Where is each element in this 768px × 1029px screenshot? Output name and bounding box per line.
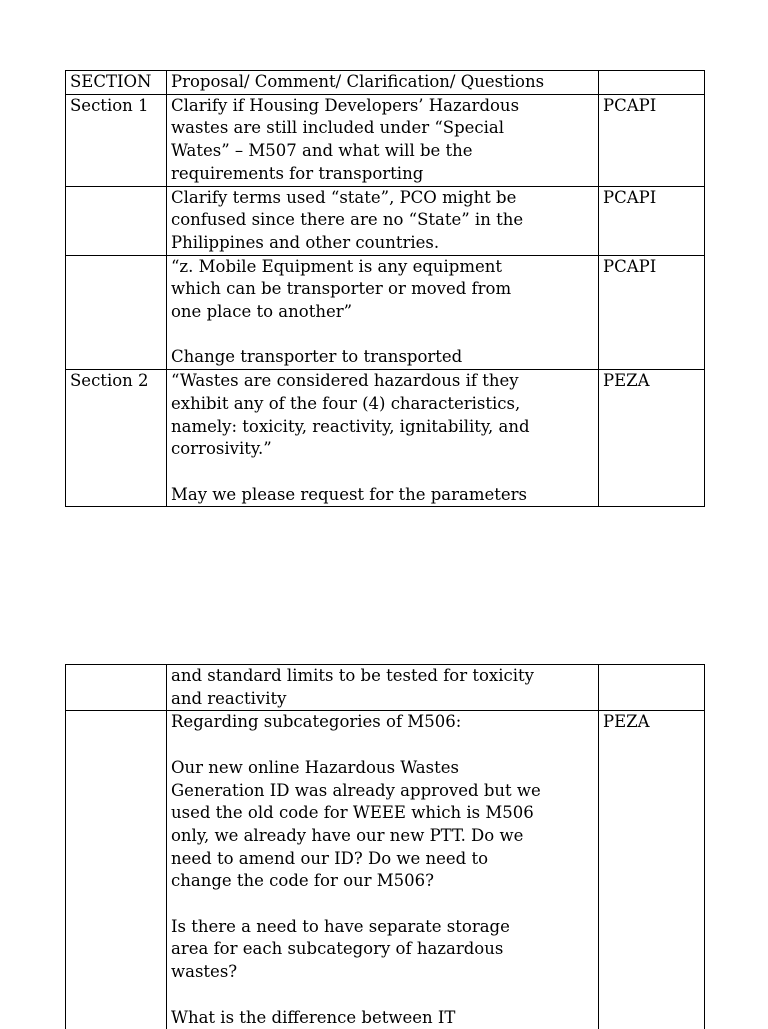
blank-line [171, 324, 598, 347]
section-cell [66, 255, 167, 370]
comment-line: namely: toxicity, reactivity, ignitability, and [171, 416, 598, 439]
comment-line: exhibit any of the four (4) characteristics, [171, 393, 598, 416]
section-cell [66, 711, 167, 1029]
blank-line [171, 984, 598, 1007]
source-cell: PCAPI [599, 255, 705, 370]
blank-line [171, 734, 598, 757]
comment-line: What is the difference between IT [171, 1007, 598, 1029]
table-row [66, 370, 705, 507]
comment-line: change the code for our M506? [171, 870, 598, 893]
comment-cell [167, 186, 599, 255]
source-cell: PEZA [599, 370, 705, 507]
comment-line: which can be transporter or moved from [171, 278, 598, 301]
comment-cell [167, 255, 599, 370]
table-row [66, 94, 705, 186]
comment-line: one place to another” [171, 301, 598, 324]
comment-line: confused since there are no “State” in the [171, 209, 598, 232]
comment-line: Regarding subcategories of M506: [171, 711, 598, 734]
blank-line [171, 893, 598, 916]
section-cell [66, 186, 167, 255]
table-row [66, 186, 705, 255]
table-row [66, 711, 705, 1029]
comment-line: wastes are still included under “Special [171, 117, 598, 140]
comment-line: area for each subcategory of hazardous [171, 938, 598, 961]
comment-line: “Wastes are considered hazardous if they [171, 370, 598, 393]
comment-line: only, we already have our new PTT. Do we [171, 825, 598, 848]
header-section: SECTION [66, 71, 167, 95]
comment-line: corrosivity.” [171, 438, 598, 461]
comment-line: used the old code for WEEE which is M506 [171, 802, 598, 825]
comment-cell [167, 711, 599, 1029]
section-cell: Section 2 [66, 370, 167, 507]
source-cell [599, 665, 705, 711]
table-row [66, 255, 705, 370]
comment-line: Clarify terms used “state”, PCO might be [171, 187, 598, 210]
comment-line: and standard limits to be tested for toxicity [171, 665, 598, 688]
comment-cell [167, 665, 599, 711]
section-cell [66, 665, 167, 711]
comment-line: Change transporter to transported [171, 346, 598, 369]
comment-line: Philippines and other countries. [171, 232, 598, 255]
source-cell: PCAPI [599, 186, 705, 255]
comment-cell [167, 94, 599, 186]
comment-line: Is there a need to have separate storage [171, 916, 598, 939]
comment-cell [167, 370, 599, 507]
table-row [66, 665, 705, 711]
section-cell: Section 1 [66, 94, 167, 186]
header-source [599, 71, 705, 95]
header-proposal: Proposal/ Comment/ Clarification/ Questions [167, 71, 599, 95]
comment-line: Clarify if Housing Developers’ Hazardous [171, 95, 598, 118]
comment-line: requirements for transporting [171, 163, 598, 186]
comment-line: Our new online Hazardous Wastes [171, 757, 598, 780]
blank-line [171, 461, 598, 484]
table-header-row [66, 71, 705, 95]
comment-line: “z. Mobile Equipment is any equipment [171, 256, 598, 279]
source-cell: PCAPI [599, 94, 705, 186]
comment-line: May we please request for the parameters [171, 484, 598, 507]
comments-table-continued [65, 664, 705, 1029]
source-cell: PEZA [599, 711, 705, 1029]
comment-line: wastes? [171, 961, 598, 984]
comment-line: need to amend our ID? Do we need to [171, 848, 598, 871]
comment-line: Generation ID was already approved but we [171, 780, 598, 803]
comment-line: and reactivity [171, 688, 598, 711]
comment-line: Wates” – M507 and what will be the [171, 140, 598, 163]
comments-table [65, 70, 705, 507]
